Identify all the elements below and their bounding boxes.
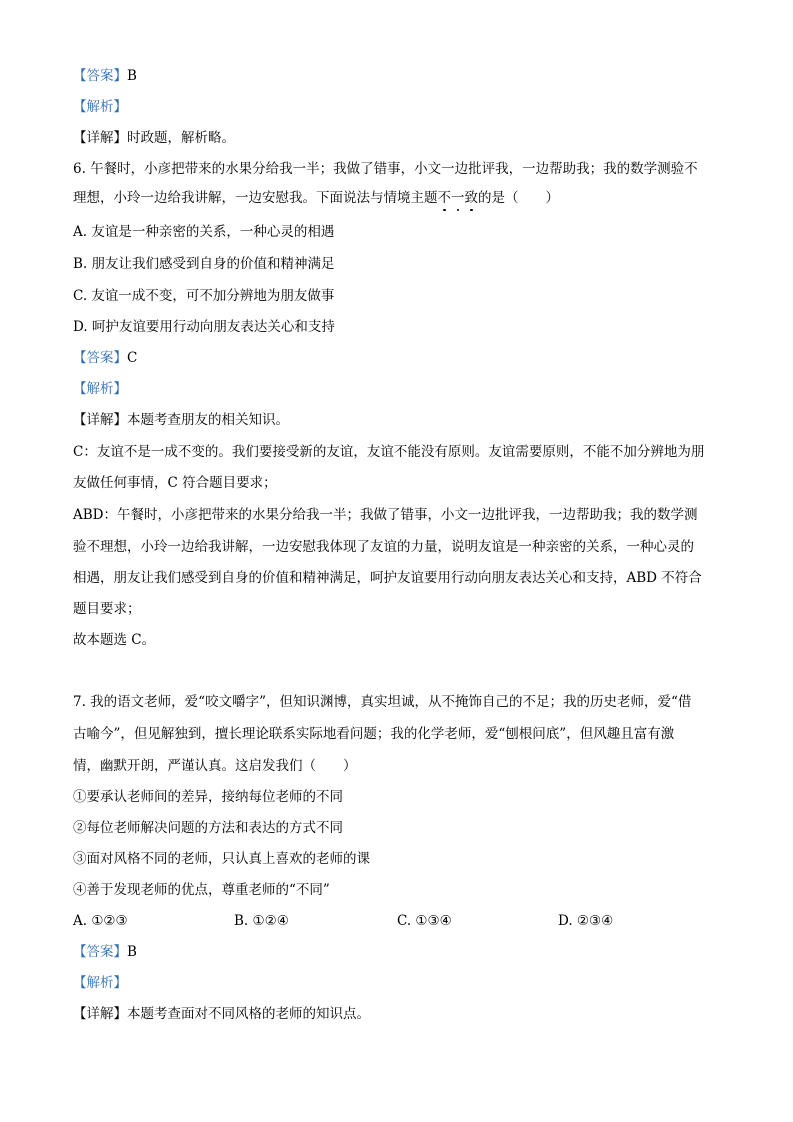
- answer-value: C: [127, 350, 138, 366]
- q5-analysis-line: [73, 97, 127, 117]
- q6-option-b: B. 朋友让我们感受到自身的价值和精神满足: [73, 256, 335, 272]
- q6-stem-tail: 的是（ ）: [478, 190, 559, 206]
- q7-option-b: B. ①②④: [234, 913, 289, 929]
- answer-tag: 【答案】: [73, 68, 127, 84]
- answer-value: B: [127, 944, 137, 960]
- analysis-tag: 【解析】: [73, 99, 127, 115]
- answer-tag: 【答案】: [73, 944, 127, 960]
- q7-stem-line-2: 古喻今”，但见解独到，擅长理论联系实际地看问题；我的化学老师，爱“刨根问底”，但风趣且富有激: [73, 726, 675, 742]
- q6-explain-abd-4: 题目要求；: [73, 601, 141, 617]
- q7-option-a: A. ①②③: [73, 913, 128, 929]
- q6-stem-text: 理想，小玲一边给我讲解，一边安慰我。下面说法与情境主题: [73, 190, 438, 206]
- q6-stem-line-2: [73, 188, 559, 208]
- q6-explain-c-1: C：友谊不是一成不变的。我们要接受新的友谊，友谊不能没有原则。友谊需要原则，不能不加分辨地为朋: [73, 444, 705, 460]
- detail-tag: 【详解】: [73, 1006, 127, 1022]
- q6-explain-abd-3: 相遇，朋友让我们感受到自身的价值和精神满足，呵护友谊要用行动向朋友表达关心和支持，ABD 不符合: [73, 570, 702, 586]
- q5-detail-line: [73, 128, 235, 148]
- q7-statement-4: ④善于发现老师的优点，尊重老师的“不同”: [73, 882, 330, 898]
- detail-text: 本题考查朋友的相关知识。: [127, 412, 289, 428]
- q7-statement-3: ③面对风格不同的老师，只认真上喜欢的老师的课: [73, 851, 370, 867]
- q6-detail-line: [73, 410, 289, 430]
- q7-statement-2: ②每位老师解决问题的方法和表达的方式不同: [73, 820, 343, 836]
- q7-stem-line-3: 情，幽默开朗，严谨认真。这启发我们（ ）: [73, 758, 357, 774]
- q6-analysis-line: [73, 379, 127, 399]
- analysis-tag: 【解析】: [73, 381, 127, 397]
- analysis-tag: 【解析】: [73, 975, 127, 991]
- emphasis-char: 一: [451, 190, 465, 206]
- q7-analysis-line: [73, 973, 127, 993]
- q7-option-d: D. ②③④: [558, 913, 614, 929]
- q6-explain-abd-2: 验不理想，小玲一边给我讲解，一边安慰我体现了友谊的力量，说明友谊是一种亲密的关系，一种心灵的: [73, 539, 694, 555]
- q6-conclusion: 故本题选 C。: [73, 632, 156, 648]
- answer-value: B: [127, 68, 137, 84]
- q6-explain-abd-1: ABD：午餐时，小彦把带来的水果分给我一半；我做了错事，小文一边批评我，一边帮助我；我的数学测: [73, 507, 698, 523]
- q5-answer-line: [73, 66, 137, 86]
- q7-statement-1: ①要承认老师间的差异，接纳每位老师的不同: [73, 789, 343, 805]
- emphasis-char: 不: [437, 190, 451, 206]
- detail-text: 时政题，解析略。: [127, 130, 235, 146]
- detail-tag: 【详解】: [73, 412, 127, 428]
- detail-text: 本题考查面对不同风格的老师的知识点。: [127, 1006, 370, 1022]
- q7-option-c: C. ①③④: [397, 913, 452, 929]
- q6-option-a: A. 友谊是一种亲密的关系，一种心灵的相遇: [73, 224, 335, 240]
- q6-explain-c-2: 友做任何事情，C 符合题目要求；: [73, 475, 277, 491]
- answer-tag: 【答案】: [73, 350, 127, 366]
- q6-option-c: C. 友谊一成不变，可不加分辨地为朋友做事: [73, 288, 335, 304]
- q6-option-d: D. 呵护友谊要用行动向朋友表达关心和支持: [73, 319, 335, 335]
- q7-stem-line-1: 7. 我的语文老师，爱“咬文嚼字”，但知识渊博，真实坦诚，从不掩饰自己的不足；我的历史老师，爱“借: [73, 694, 692, 710]
- q6-answer-line: [73, 348, 137, 368]
- q6-stem-line-1: 6. 午餐时，小彦把带来的水果分给我一半；我做了错事，小文一边批评我，一边帮助我；我的数学测验不: [73, 161, 698, 177]
- q7-detail-line: [73, 1004, 370, 1024]
- q7-answer-line: [73, 942, 137, 962]
- detail-tag: 【详解】: [73, 130, 127, 146]
- emphasis-char: 致: [464, 190, 478, 206]
